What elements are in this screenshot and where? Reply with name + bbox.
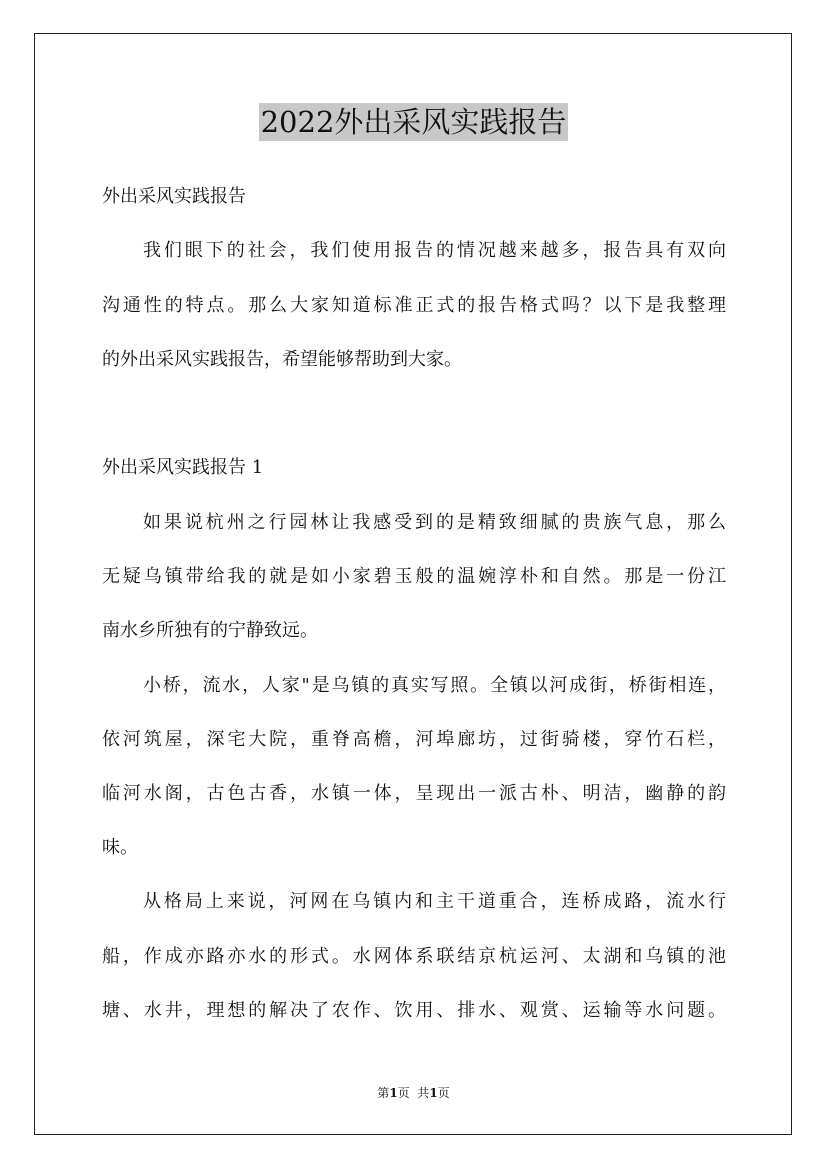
footer-suffix: 页	[437, 1086, 450, 1100]
paragraph-line: 塘、水井，理想的解决了农作、饮用、排水、观赏、运输等水问题。	[102, 1000, 726, 1021]
paragraph-line: 依河筑屋，深宅大院，重脊高檐，河埠廊坊，过街骑楼，穿竹石栏，	[102, 729, 726, 750]
paragraph-line: 南水乡所独有的宁静致远。	[102, 620, 318, 641]
footer-prefix: 第	[377, 1086, 390, 1100]
paragraph-line: 从格局上来说，河网在乌镇内和主干道重合，连桥成路，流水行	[143, 891, 726, 912]
intro-line: 沟通性的特点。那么大家知道标准正式的报告格式吗？以下是我整理	[102, 295, 726, 316]
document-subtitle: 外出采风实践报告	[102, 186, 246, 207]
paragraph-line: 临河水阁，古色古香，水镇一体，呈现出一派古朴、明洁，幽静的韵	[102, 783, 726, 804]
paragraph-line: 船，作成亦路亦水的形式。水网体系联结京杭运河、太湖和乌镇的池	[102, 946, 726, 967]
title-container	[0, 103, 827, 141]
current-page-number: 1	[389, 1086, 398, 1100]
paragraph-line: 如果说杭州之行园林让我感受到的是精致细腻的贵族气息，那么	[143, 512, 726, 533]
page-footer	[0, 1084, 827, 1101]
document-title: 2022外出采风实践报告	[260, 105, 567, 139]
paragraph-line: 小桥，流水，人家"是乌镇的真实写照。全镇以河成街，桥街相连，	[143, 675, 726, 696]
intro-line: 我们眼下的社会，我们使用报告的情况越来越多，报告具有双向	[143, 240, 726, 261]
total-page-number: 1	[429, 1086, 438, 1100]
paragraph-line: 无疑乌镇带给我的就是如小家碧玉般的温婉淳朴和自然。那是一份江	[102, 566, 726, 587]
section-heading: 外出采风实践报告 1	[102, 457, 264, 478]
intro-line: 的外出采风实践报告，希望能够帮助到大家。	[102, 349, 462, 370]
footer-mid: 页 共	[397, 1086, 430, 1100]
paragraph-line: 味。	[102, 837, 138, 858]
